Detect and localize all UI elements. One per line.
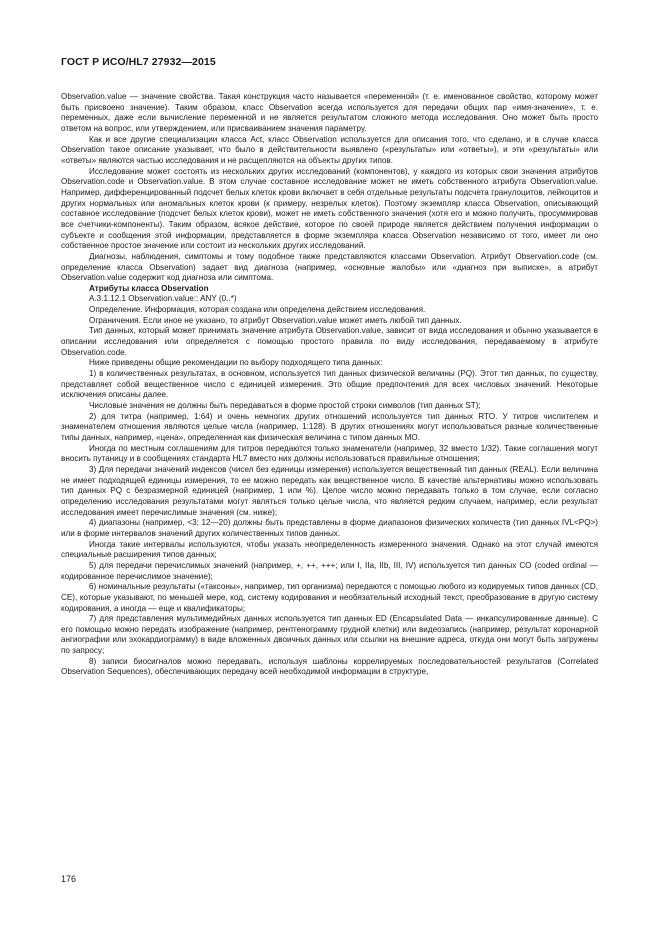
paragraph: Observation.value — значение свойства. Такая конструкция часто называется «переменной» (т. е. именованное свойство, которому может быть присвоено значение). Таким образом, класс Observation всегда используется для передачи общих пар «имя-значение», т. е. переменных, даже если вычисление переменной и не является результатом сложного метода исследования. Оно может быть просто ответом на вопрос, или утверждением, или присваиванием значения параметру. [61, 92, 598, 133]
paragraph: Как и все другие специализации класса Act, класс Observation используется для описания того, что сделано, и в случае класса Observation такое описание указывает, что было в действительности выявлено («результаты» или «ответы»), и эти «результаты» или «ответы» являются частью исследования и не расщепляются на объекты других типов. [61, 134, 598, 165]
paragraph: Определение. Информация, которая создана или определена действием исследования. [89, 305, 426, 315]
attribute-reference: A.3.1.12.1 Observation.value:: ANY (0..*) [89, 294, 237, 304]
paragraph: Ниже приведены общие рекомендации по выбору подходящего типа данных: [89, 358, 383, 368]
paragraph: Диагнозы, наблюдения, симптомы и тому подобное также представляются классами Observation. Атрибут Observation.code (см. определение класса Observation) задает вид диагноза (например, «основные жалобы» или «диагноз при выписке», а атрибут Observation.value содержит код диагноза или симптома. [61, 251, 598, 283]
document-header: ГОСТ Р ИСО/HL7 27932—2015 [61, 56, 216, 68]
document-body [61, 92, 598, 678]
list-item: 6) номинальные результаты («таксоны», например, тип организма) передаются с помощью любого из кодируемых типов данных (CD, CE), которые указывают, по меньшей мере, код, систему кодирования и необязательный исходный текст, преобразование в другую систему кодирования, а иногда — еще и квалификаторы; [61, 582, 598, 613]
list-item: 3) Для передачи значений индексов (чисел без единицы измерения) используется вещественный тип данных (REAL). Если величина не имеет подходящей единицы измерения, то ее можно передать как вещественное число. В качестве альтернативы можно использовать тип данных PQ с безразмерной единицей (например, 1 или %). Целое число можно передавать только в том случае, если согласно определению исследования результатами могут являться только целые числа, что является редким случаем, например, если результат исследования имеет перечислимые значения (см. ниже); [61, 464, 598, 517]
paragraph: Числовые значения не должны быть передаваться в форме простой строки символов (тип данных ST); [89, 401, 481, 411]
paragraph: Иногда такие интервалы используются, чтобы указать неопределенность измеренного значения. Однако на этот случай имеются специальные расширения типов данных; [61, 539, 598, 560]
paragraph: Тип данных, который может принимать значение атрибута Observation.value, зависит от вида исследования и обычно указывается в описании исследования или определяется с помощью простого правила по виду исследования, передаваемому в атрибуте Observation.code. [61, 326, 598, 357]
paragraph: Исследование может состоять из нескольких других исследований (компонентов), у каждого из которых свои значения атрибутов Observation.code и Observation.value. В этом случае составное исследование может не иметь собственного атрибута Observation.value. Например, дифференцированный подсчет белых клеток крови включает в себя отдельные результаты подсчета гранулоцитов, лейкоцитов и других нормальных или аномальных клеток крови (к примеру, незрелых клеток). Поэтому экземпляр класса Observation, описывающий составное исследование (подсчет белых клеток крови), может не иметь собственного значения (хотя его и можно получить, просуммировав все счетчики-компоненты). Таким образом, всякое действие, которое по своей природе является действием получения информации о субъекте и сообщения этой информации, представляется в форме экземпляра класса Observation независимо от того, имеет ли оно собственное простое значение или состоит из нескольких других исследований. [61, 166, 598, 251]
list-item: 1) в количественных результатах, в основном, используется тип данных физической величины (PQ). Этот тип данных, по существу, представляет собой вещественное число с единицей измерения. Это общие предпочтения для всех числовых значений. Некоторые исключения описаны далее. [61, 369, 598, 400]
list-item: 2) для титра (например, 1:64) и очень немногих других отношений используется тип данных RTO. У титров числителем и знаменателем отношения являются целые числа (например, 1:128). В других отношениях могут использоваться разные количественные типы данных, например, «цена», определенная как физическая величина с типом данных MO. [61, 411, 598, 442]
list-item: 4) диапазоны (например, <3; 12—20) должны быть представлены в форме диапазонов физических количеств (тип данных IVL<PQ>) или в форме интервалов значений других количественных типов данных. [61, 518, 598, 538]
section-subheading: Атрибуты класса Observation [89, 283, 209, 293]
list-item: 5) для передачи перечислимых значений (например, +, ++, +++; или I, IIa, IIb, III, IV) используется тип данных CO (coded ordinal — кодированное перечислимое значение); [61, 560, 598, 581]
paragraph: Иногда по местным соглашениям для титров передаются только знаменатели (например, 32 вместо 1/32). Такие соглашения могут вносить путаницу и в сообщениях стандарта HL7 вместо них должны использоваться правильные отношения; [61, 443, 598, 464]
page-number: 176 [61, 874, 77, 884]
list-item: 7) для представления мультимедийных данных используется тип данных ED (Encapsulated Data — инкапсулированные данные). С его помощью можно передать изображение (например, рентгенограмму грудной клетки) или видеозапись (например, результат коронарной ангиографии или эхокардиограмму) в виде вложенных двоичных данных или ссылки на внешние адреса, откуда они могут быть загружены по запросу; [61, 614, 598, 656]
paragraph: Ограничения. Если иное не указано, то атрибут Observation.value может иметь любой тип данных. [89, 315, 462, 325]
list-item: 8) записи биосигналов можно передавать, используя шаблоны коррелируемых последовательностей результатов (Correlated Observation Sequences), обеспечивающих передачу всей необходимой информации в структуре, [61, 656, 598, 677]
